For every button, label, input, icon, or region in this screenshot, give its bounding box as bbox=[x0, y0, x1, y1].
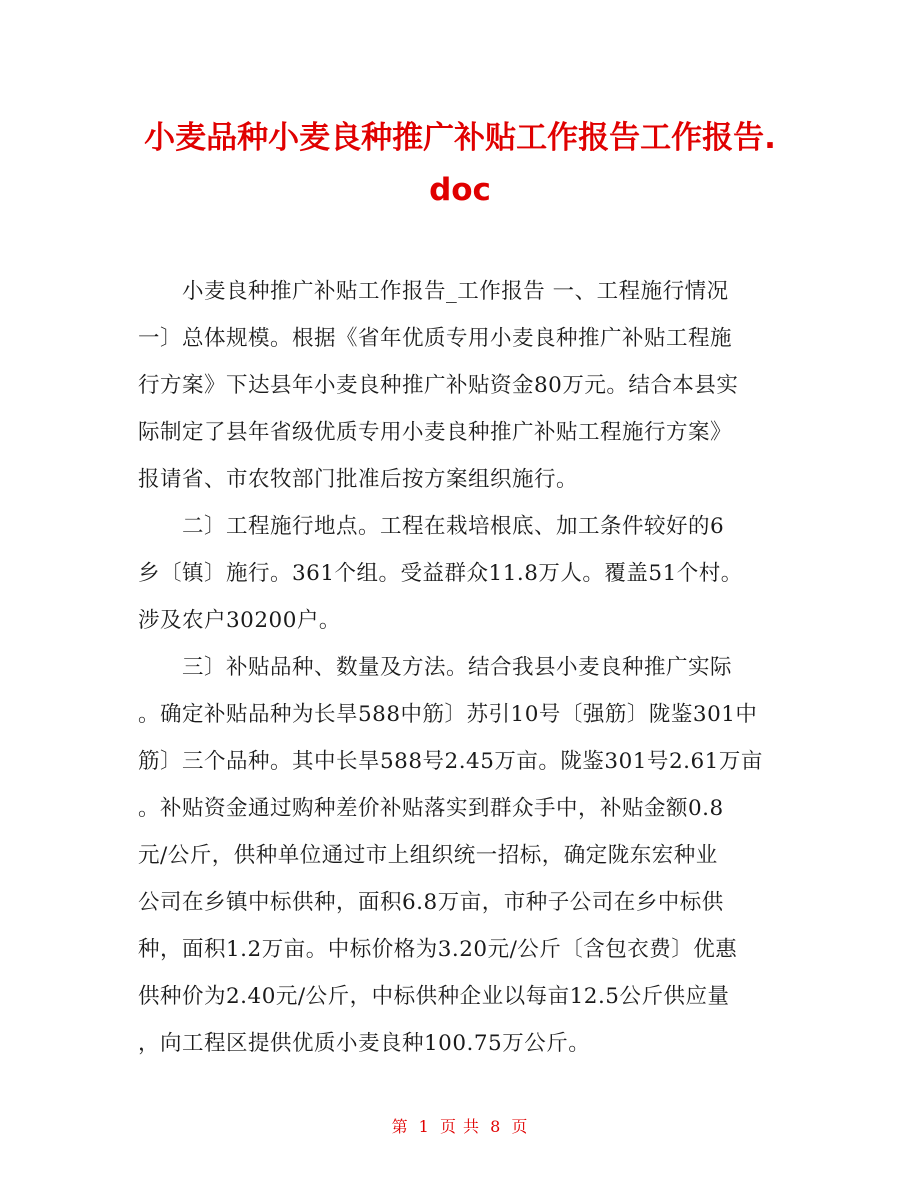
title-line-1: 小麦品种小麦良种推广补贴工作报告工作报告. bbox=[144, 120, 776, 156]
footer-total-pages: 8 bbox=[490, 1117, 502, 1136]
paragraph-1 bbox=[138, 268, 788, 503]
paragraph-3 bbox=[138, 644, 788, 1067]
title-line-2: doc bbox=[429, 172, 491, 208]
text-line: 。确定补贴品种为长旱588中筋〕苏引10号〔强筋〕陇鉴301中 bbox=[138, 702, 758, 727]
text-line: 元/公斤，供种单位通过市上组织统一招标，确定陇东宏种业 bbox=[138, 843, 718, 868]
text-line: 小麦良种推广补贴工作报告_工作报告 一、工程施行情况 bbox=[138, 279, 729, 304]
document-title bbox=[120, 112, 800, 216]
text-line: 供种价为2.40元/公斤，中标供种企业以每亩12.5公斤供应量 bbox=[138, 984, 730, 1009]
footer-page-number: 1 bbox=[418, 1117, 430, 1136]
text-line: 三〕补贴品种、数量及方法。结合我县小麦良种推广实际 bbox=[138, 655, 733, 680]
text-line: 公司在乡镇中标供种，面积6.8万亩，市种子公司在乡中标供 bbox=[138, 890, 724, 915]
text-line: 行方案》下达县年小麦良种推广补贴资金80万元。结合本县实 bbox=[138, 373, 739, 398]
footer-prefix: 第 bbox=[391, 1117, 409, 1136]
page-footer bbox=[0, 1114, 920, 1137]
document-body bbox=[138, 268, 788, 1067]
text-line: 涉及农户30200户。 bbox=[138, 608, 341, 633]
footer-suffix: 页 bbox=[511, 1117, 529, 1136]
text-line: 。补贴资金通过购种差价补贴落实到群众手中，补贴金额0.8 bbox=[138, 796, 724, 821]
footer-middle: 页 共 bbox=[439, 1117, 481, 1136]
paragraph-2 bbox=[138, 503, 788, 644]
text-line: 种，面积1.2万亩。中标价格为3.20元/公斤〔含包衣费〕优惠 bbox=[138, 937, 738, 962]
text-line: 一〕总体规模。根据《省年优质专用小麦良种推广补贴工程施 bbox=[138, 326, 733, 351]
text-line: 际制定了县年省级优质专用小麦良种推广补贴工程施行方案》 bbox=[138, 420, 733, 445]
text-line: 报请省、市农牧部门批准后按方案组织施行。 bbox=[138, 467, 579, 492]
text-line: 乡〔镇〕施行。361个组。受益群众11.8万人。覆盖51个村。 bbox=[138, 561, 743, 586]
text-line: 二〕工程施行地点。工程在栽培根底、加工条件较好的6 bbox=[138, 514, 725, 539]
text-line: ，向工程区提供优质小麦良种100.75万公斤。 bbox=[138, 1031, 591, 1056]
text-line: 筋〕三个品种。其中长旱588号2.45万亩。陇鉴301号2.61万亩 bbox=[138, 749, 763, 774]
